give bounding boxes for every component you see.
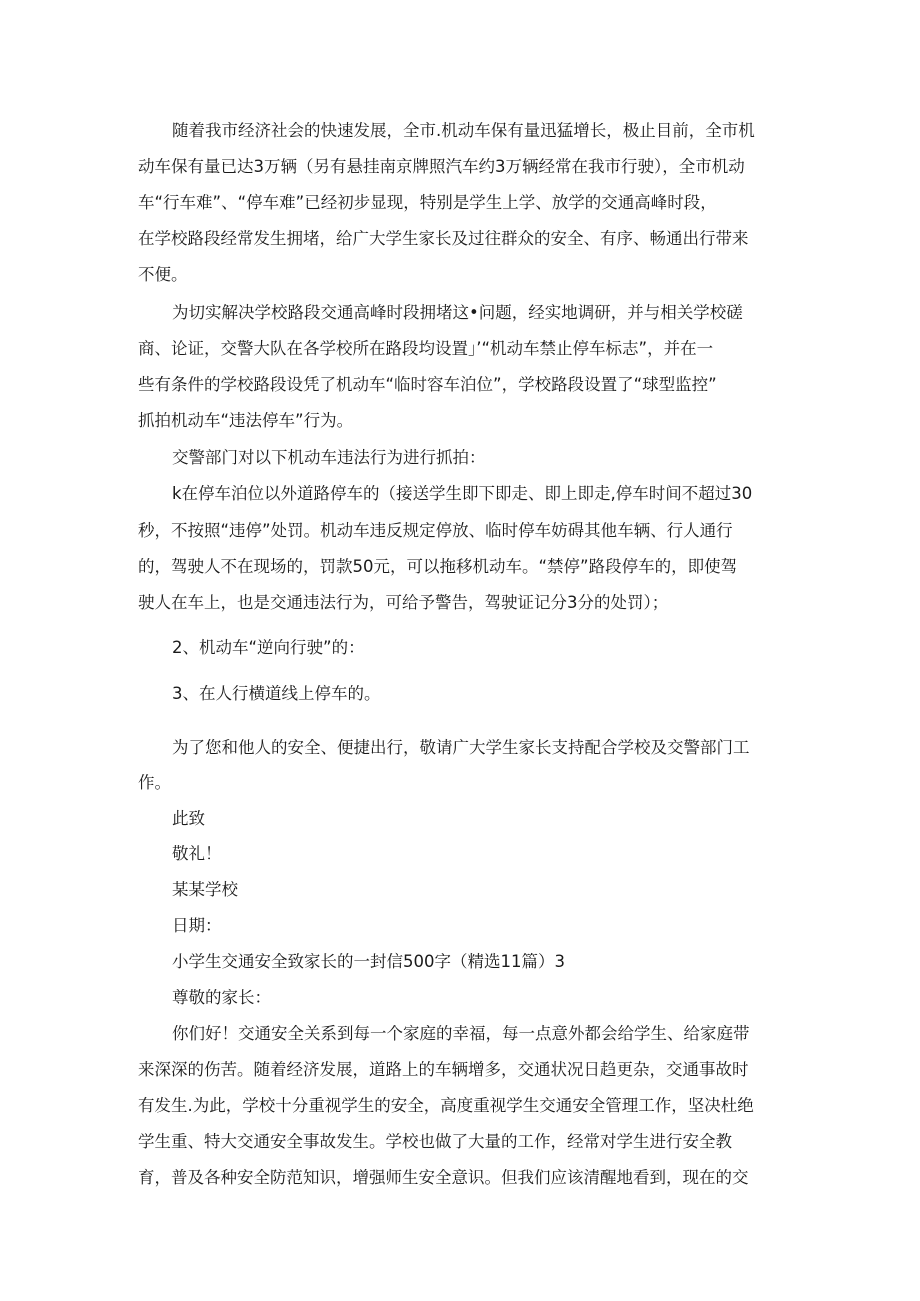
text-line: 有发生.为此，学校十分重视学生的安全，高度重视学生交通安全管理工作，坚决杜绝	[138, 1096, 754, 1115]
text-line: 商、论证，交警大队在各学校所在路段均设置」’“机动车禁止停车标志”，并在一	[138, 339, 714, 358]
text-line: 随着我市经济社会的快速发展，全市.机动车保有量迅猛增长，极止目前，全市机	[172, 121, 755, 140]
text-line: 交警部门对以下机动车违法行为进行抓拍：	[172, 448, 486, 467]
text-line: 学生重、特大交通安全事故发生。学校也做了大量的工作，经常对学生进行安全教	[138, 1132, 732, 1151]
text-line: 为了您和他人的安全、便捷出行，敬请广大学生家长支持配合学校及交警部门工	[172, 738, 750, 757]
text-line: 2、机动车“逆向行驶”的：	[172, 638, 365, 657]
text-line: 驶人在车上，也是交通违法行为，可给予警告，驾驶证记分3分的处罚）；	[138, 593, 669, 612]
text-line: 的，驾驶人不在现场的，罚款50元，可以拖移机动车。“禁停”路段停车的，即使驾	[138, 557, 738, 576]
document-subtitle: 小学生交通安全致家长的一封信500字（精选11篇）3	[172, 952, 565, 971]
text-line: 车“行车难”、“停车难”已经初步显现，特别是学生上学、放学的交通高峰时段，	[138, 193, 717, 212]
text-line: 来深深的伤苦。随着经济发展，道路上的车辆增多，交通状况日趋更杂，交通事故时	[138, 1060, 749, 1079]
text-line: 此致	[172, 809, 205, 828]
text-line: 日期：	[172, 916, 222, 935]
text-line: 3、在人行横道线上停车的。	[172, 684, 381, 703]
text-line: 为切实解决学校路段交通高峰时段拥堵这•问题，经实地调研，并与相关学校磋	[172, 303, 743, 322]
text-line: 你们好！交通安全关系到每一个家庭的幸福，每一点意外都会给学生、给家庭带	[172, 1024, 750, 1043]
text-line: 敬礼！	[172, 844, 222, 863]
text-line: 在学校路段经常发生拥堵，给广大学生家长及过往群众的安全、有序、畅通出行带来	[138, 229, 749, 248]
text-line: 育，普及各种安全防范知识，增强师生安全意识。但我们应该清醒地看到，现在的交	[138, 1168, 749, 1187]
text-line: 不便。	[138, 265, 188, 284]
text-line: 动车保有量已达3万辆（另有悬挂南京牌照汽车约3万辆经常在我市行驶），全市机动	[138, 157, 745, 176]
text-line: 秒，不按照“违停”处罚。机动车违反规定停放、临时停车妨碍其他车辆、行人通行	[138, 521, 733, 540]
text-line: 些有条件的学校路段设凭了机动车“临时容车泊位”，学校路段设置了“球型监控”	[138, 375, 717, 394]
text-line: k在停车泊位以外道路停车的（接送学生即下即走、即上即走,停车时间不超过30	[172, 484, 753, 503]
text-line: 作。	[138, 773, 171, 792]
text-line: 尊敬的家长：	[172, 988, 271, 1007]
text-line: 抓拍机动车“违法停车”行为。	[138, 411, 354, 430]
text-line: 某某学校	[172, 880, 238, 899]
